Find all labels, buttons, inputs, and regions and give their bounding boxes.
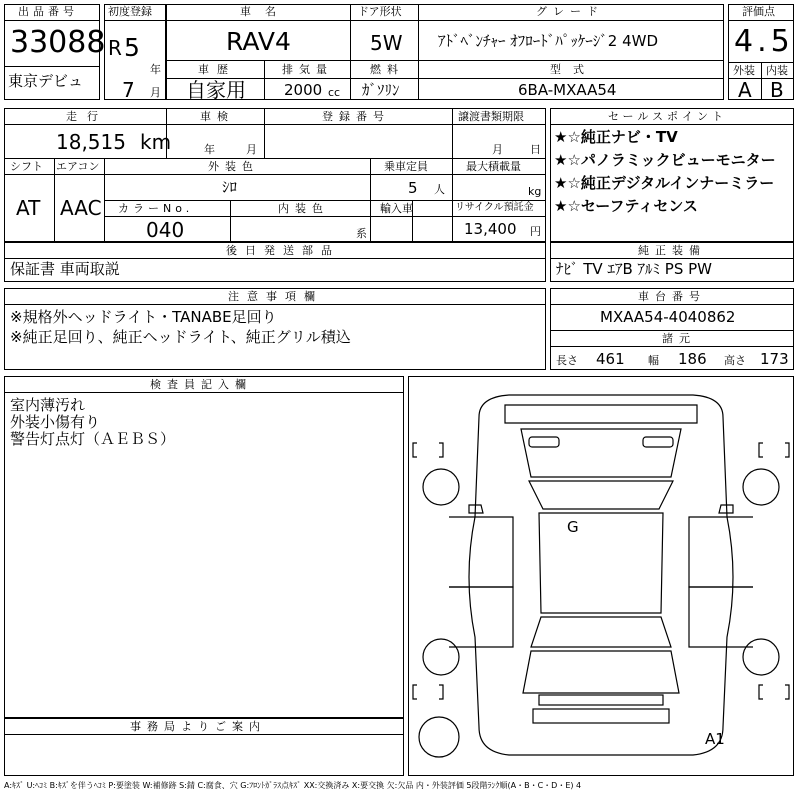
equipment: ﾅﾋﾞ TV ｴｱB ｱﾙﾐ PS PW [556, 260, 712, 278]
length: 461 [596, 350, 625, 368]
import-label: 輸入車 [380, 202, 413, 215]
transfer-docs-label: 譲渡書類期限 [458, 110, 524, 123]
reg-month-unit: 月 [150, 86, 161, 99]
mileage-label: 走行 [66, 110, 108, 123]
model-code-label: 型式 [550, 63, 596, 76]
notes-line: ※純正足回り、純正ヘッドライト、純正グリル積込 [10, 328, 351, 346]
inspector-line: 外装小傷有り [10, 413, 101, 431]
length-label: 長さ [556, 354, 578, 367]
inspector-line: 警告灯点灯（ＡＥＢＳ） [10, 430, 176, 448]
dims-label: 諸元 [662, 332, 696, 345]
recycle-fee: 13,400 [464, 220, 517, 238]
displacement-unit: cc [328, 86, 341, 99]
reg-year-unit: 年 [150, 63, 161, 76]
max-load-unit: kg [528, 185, 542, 198]
first-registration-label: 初度登録 [108, 5, 152, 18]
fuel-label: 燃料 [370, 63, 404, 76]
history: 自家用 [186, 78, 246, 102]
registration-number-label: 登録番号 [322, 110, 390, 123]
car-name: RAV4 [226, 27, 291, 56]
color-no-label: カラーNo. [118, 202, 194, 215]
office-notice-label: 事務局よりご案内 [130, 720, 266, 733]
height-label: 高さ [724, 354, 746, 367]
interior-color-label: 内装色 [278, 202, 329, 215]
delivery-parts: 保証書 車両取説 [10, 260, 120, 278]
sales-point-item: ★☆純正ナビ・TV [554, 128, 678, 146]
sales-points-label: セールスポイント [608, 110, 728, 123]
interior-color-unit: 系 [356, 227, 367, 240]
capacity: 5 [408, 179, 418, 197]
notes-label: 注意事項欄 [228, 290, 323, 303]
color-no: 040 [146, 218, 185, 242]
width: 186 [678, 350, 707, 368]
inspection-label: 車検 [200, 110, 234, 123]
chassis-number: MXAA54-4040862 [600, 308, 736, 326]
inspector-line: 室内薄汚れ [10, 396, 86, 414]
damage-mark-g: G [567, 518, 579, 536]
grade-label: グレード [536, 5, 604, 18]
grade: ｱﾄﾞﾍﾞﾝﾁｬｰ ｵﾌﾛｰﾄﾞﾊﾟｯｹｰｼﾞ2 4WD [438, 32, 659, 50]
mileage: 18,515 [56, 130, 126, 154]
sales-point-item: ★☆パノラミックビューモニター [554, 151, 776, 169]
notes-line: ※規格外ヘッドライト・TANABE足回り [10, 308, 277, 326]
interior-grade-label: 内装 [766, 64, 788, 77]
exterior-grade-label: 外装 [733, 64, 755, 77]
lot-number: 33088 [10, 25, 106, 60]
ac: AAC [60, 196, 102, 220]
car-name-label: 車名 [240, 5, 290, 18]
inspection-year-unit: 年 [204, 143, 215, 156]
shift: AT [16, 196, 41, 220]
shift-label: シフト [10, 160, 43, 173]
inspector-label: 検査員記入欄 [150, 378, 252, 391]
era: R [108, 36, 122, 60]
exterior-color-label: 外装色 [208, 160, 259, 173]
width-label: 幅 [648, 354, 659, 367]
score: 4.5 [734, 24, 794, 59]
lot-number-label: 出品番号 [18, 5, 78, 18]
mileage-unit: km [140, 130, 172, 154]
max-load-label: 最大積載量 [466, 160, 521, 173]
damage-mark-a1: A1 [705, 730, 725, 748]
recycle-label: リサイクル預託金 [455, 202, 534, 213]
delivery-parts-label: 後日発送部品 [226, 244, 340, 257]
doors-label: ドア形状 [358, 5, 402, 18]
interior-grade: B [770, 78, 784, 102]
displacement-label: 排気量 [282, 63, 333, 76]
reg-month: 7 [122, 78, 135, 102]
reg-year: 5 [124, 33, 140, 62]
capacity-label: 乗車定員 [384, 160, 428, 173]
ac-label: エアコン [56, 160, 100, 173]
exterior-grade: A [738, 78, 752, 102]
score-label: 評価点 [742, 5, 775, 18]
exterior-color: ｼﾛ [222, 178, 238, 196]
transfer-day-unit: 日 [530, 143, 541, 156]
fuel: ｶﾞｿﾘﾝ [362, 81, 400, 99]
model-code: 6BA-MXAA54 [518, 81, 617, 99]
equipment-label: 純正装備 [638, 244, 706, 257]
height: 173 [760, 350, 789, 368]
displacement: 2000 [284, 81, 323, 99]
history-label: 車歴 [198, 63, 236, 76]
car-diagram [408, 376, 794, 776]
chassis-label: 車台番号 [638, 290, 706, 303]
sales-point-item: ★☆セーフティセンス [554, 197, 698, 215]
recycle-unit: 円 [530, 225, 541, 238]
inspection-month-unit: 月 [246, 143, 257, 156]
transfer-month-unit: 月 [492, 143, 503, 156]
capacity-unit: 人 [434, 183, 445, 196]
doors: 5W [370, 31, 403, 55]
debut-label: 東京デビュ [8, 72, 84, 90]
sales-point-item: ★☆純正デジタルインナーミラー [554, 174, 775, 192]
legend: A:ｷｽﾞ U:ﾍｺﾐ B:ｷｽﾞを伴うﾍｺﾐ P:要塗装 W:補修跡 S:錆 C:腐食、穴 G:ﾌﾛﾝﾄｶﾞﾗｽ点ｷｽﾞ XX:交換済み X:要交換 欠:欠品 内・外装評価 5段階ﾗﾝｸ順(A・B・C・D・E) 4 [4, 781, 582, 790]
